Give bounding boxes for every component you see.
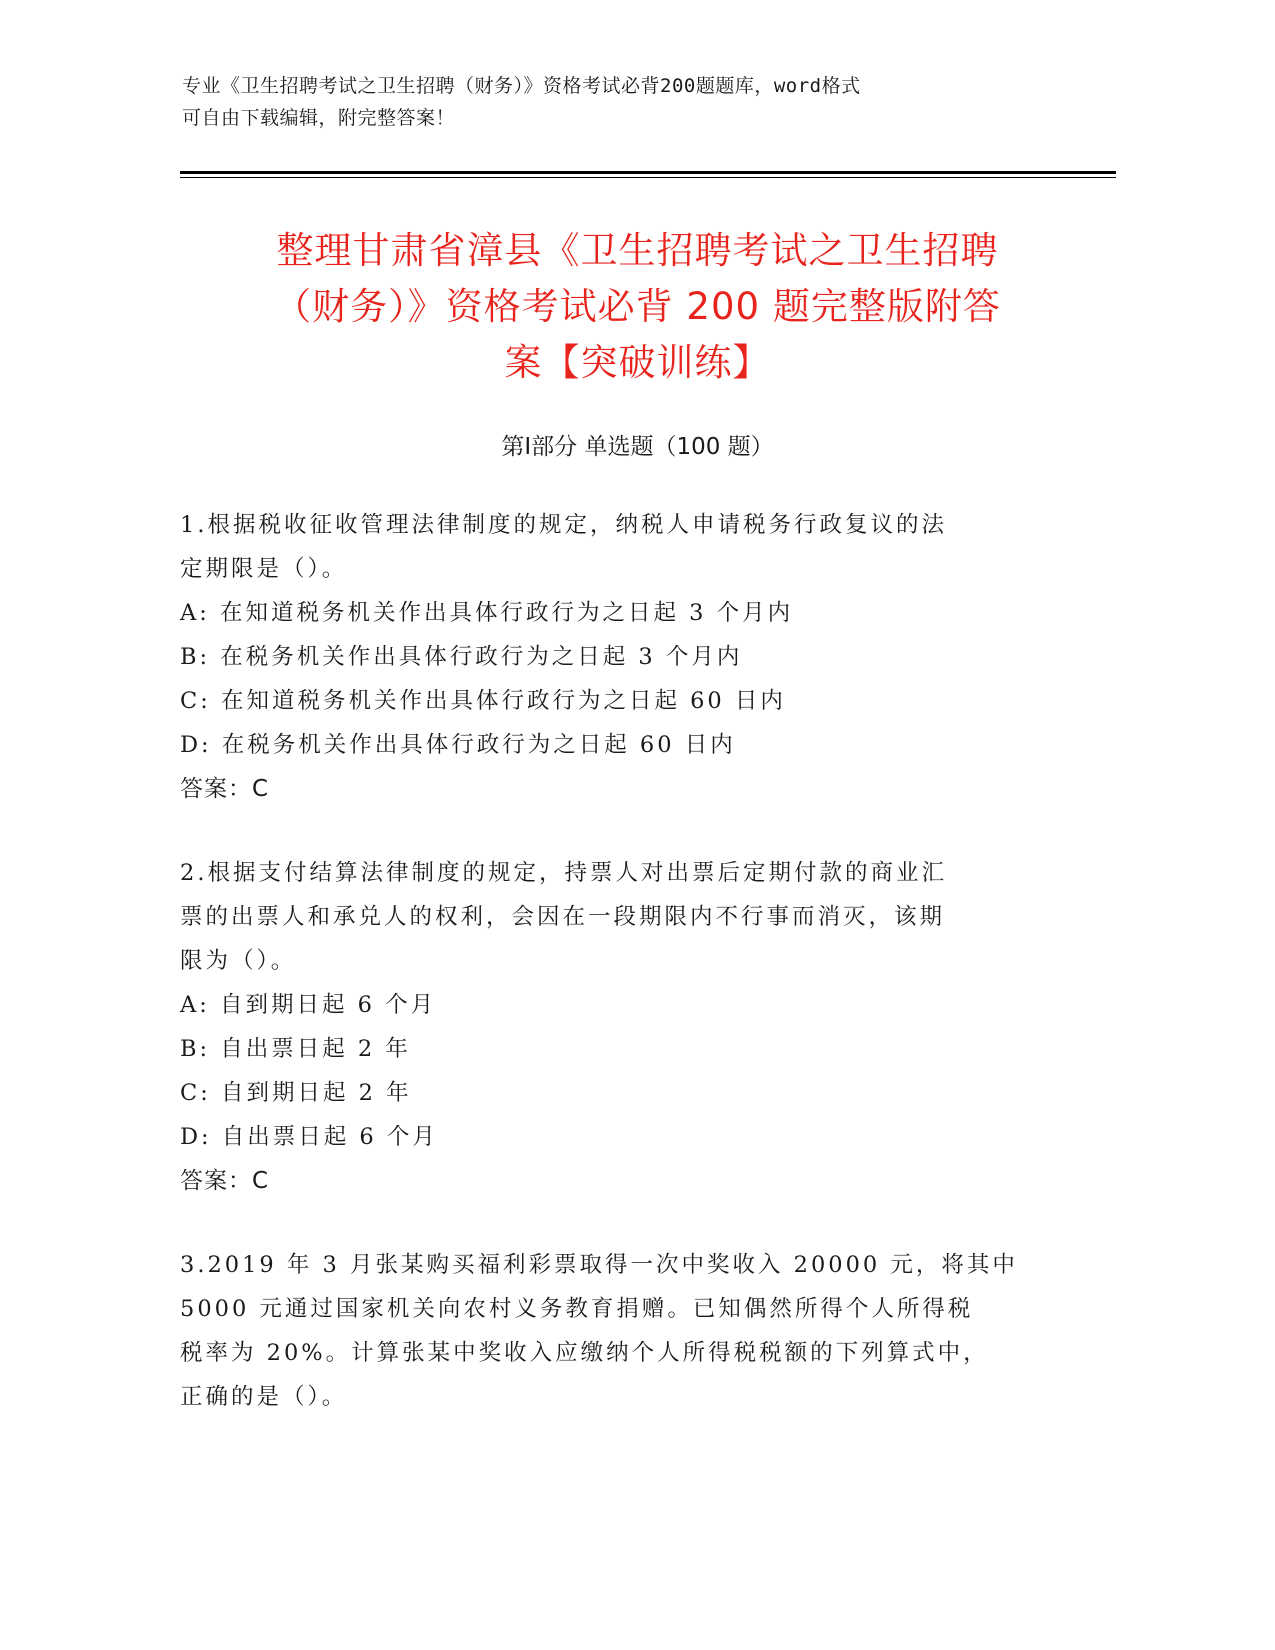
stem-line: 票的出票人和承兑人的权利，会因在一段期限内不行事而消灭，该期 (180, 904, 946, 930)
option-c: C: 在知道税务机关作出具体行政行为之日起 60 日内 (180, 688, 786, 714)
option-a: A: 在知道税务机关作出具体行政行为之日起 3 个月内 (180, 600, 794, 626)
stem-line: 税率为 20%。计算张某中奖收入应缴纳个人所得税税额的下列算式中， (180, 1340, 989, 1366)
stem-line: 定期限是（）。 (180, 556, 348, 582)
option-b: B: 自出票日起 2 年 (180, 1036, 411, 1062)
stem-line: 1.根据税收征收管理法律制度的规定，纳税人申请税务行政复议的法 (180, 512, 947, 538)
stem-line: 正确的是（）。 (180, 1384, 348, 1410)
header-note (182, 70, 1042, 134)
stem-line: 3.2019 年 3 月张某购买福利彩票取得一次中奖收入 20000 元，将其中 (180, 1252, 1018, 1278)
option-b: B: 在税务机关作出具体行政行为之日起 3 个月内 (180, 644, 743, 670)
stem-line: 5000 元通过国家机关向农村义务教育捐赠。已知偶然所得个人所得税 (180, 1296, 974, 1322)
title-line: （财务）》资格考试必背 200 题完整版附答 (274, 285, 1001, 328)
option-a: A: 自到期日起 6 个月 (180, 992, 437, 1018)
option-c: C: 自到期日起 2 年 (180, 1080, 412, 1106)
option-d: D: 自出票日起 6 个月 (180, 1124, 438, 1150)
question-3 (180, 1243, 1030, 1419)
header-divider-thin (180, 177, 1116, 178)
stem-line: 2.根据支付结算法律制度的规定，持票人对出票后定期付款的商业汇 (180, 860, 947, 886)
title-line: 案【突破训练】 (504, 341, 771, 384)
answer-line: 答案：C (180, 1168, 270, 1194)
option-d: D: 在税务机关作出具体行政行为之日起 60 日内 (180, 732, 736, 758)
question-2 (180, 851, 1030, 1203)
title-line: 整理甘肃省漳县《卫生招聘考试之卫生招聘 (276, 229, 999, 272)
section-heading: 第Ⅰ部分 单选题（100 题） (501, 434, 774, 460)
document-title (180, 223, 1095, 391)
question-1 (180, 503, 1030, 811)
question-stem (180, 503, 1030, 591)
question-stem (180, 1243, 1030, 1419)
answer-line: 答案：C (180, 776, 270, 802)
stem-line: 限为（）。 (180, 948, 297, 974)
header-divider-thick (180, 171, 1116, 174)
header-note-line: 专业《卫生招聘考试之卫生招聘（财务）》资格考试必背200题题库，word格式 (182, 75, 861, 97)
question-stem (180, 851, 1030, 983)
header-note-line: 可自由下载编辑，附完整答案！ (182, 107, 456, 129)
